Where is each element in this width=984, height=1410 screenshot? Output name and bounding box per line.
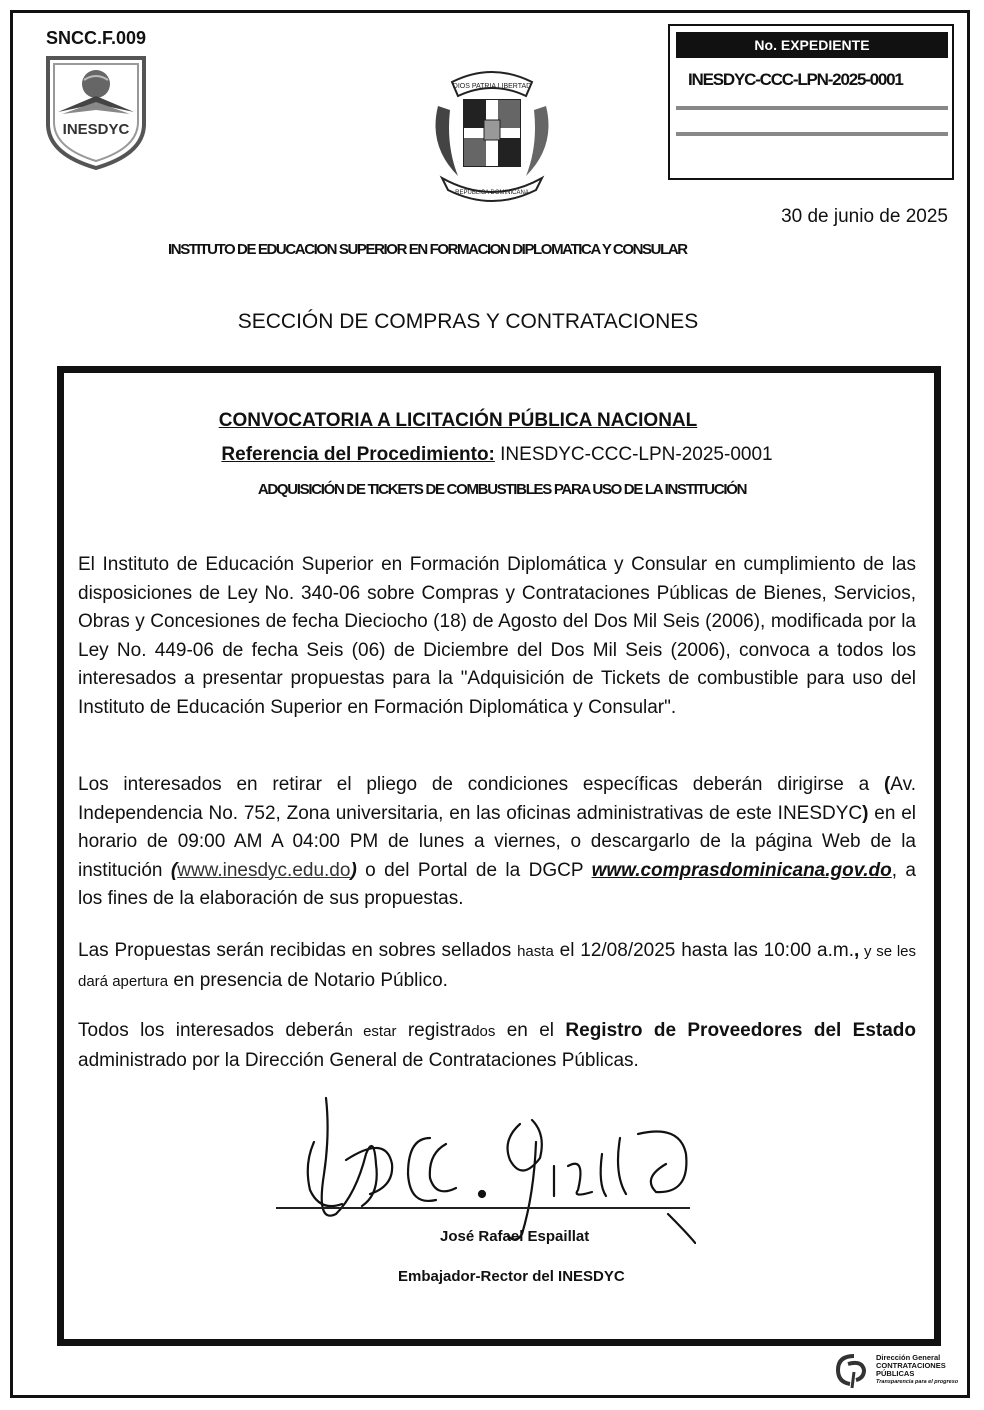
institution-name: INSTITUTO DE EDUCACION SUPERIOR EN FORMACION DIPLOMATICA Y CONSULAR [168, 241, 687, 258]
paragraph-conditions [78, 771, 916, 914]
expediente-label: No. EXPEDIENTE [676, 32, 948, 58]
text-segment: en presencia de Notario Público. [168, 969, 448, 991]
text-segment: o del Portal de la DGCP [356, 859, 592, 881]
signatory-name: José Rafael Espaillat [440, 1228, 590, 1245]
reference-label: Referencia del Procedimiento: [221, 444, 495, 465]
text-segment: dos [471, 1023, 496, 1040]
dgcp-logo [832, 1350, 962, 1390]
inesdyc-logo-text: INESDYC [62, 121, 130, 138]
section-name: SECCIÓN DE COMPRAS Y CONTRATACIONES [237, 310, 699, 333]
text-segment: estar [363, 1023, 397, 1040]
signature-line [276, 1207, 690, 1209]
dgcp-text-line: Transparencia para el progreso [876, 1379, 959, 1385]
text-segment: Av. Independencia No. 752, Zona universitaria, en las oficinas administrativas de este INESDYC [78, 774, 916, 824]
handwritten-signature [296, 1094, 696, 1244]
paragraph-intro: El Instituto de Educación Superior en Formación Diplomática y Consular en cumplimiento de las disposiciones de Ley No. 340-06 sobre Compras y Contrataciones Públicas de Bienes, Servicios, Obras y Concesiones de fecha Dieciocho (18) de Agosto del Dos Mil Seis (2006), modificada por la Ley No. 449-06 de fecha Seis (06) de Diciembre del Dos Mil Seis (2006), convoca a todos los interesados a presentar propuestas para la "Adquisición de Tickets de combustible para uso del Instituto de Educación Superior en Formación Diplomática y Consular". [78, 554, 916, 718]
text-segment: hasta [517, 943, 554, 960]
form-code: SNCC.F.009 [46, 28, 147, 48]
text-segment: , [854, 940, 860, 961]
text-segment: ( [883, 774, 891, 795]
text-segment: Los interesados en retirar el pliego de condiciones específicas deberán dirigirse a [78, 774, 884, 795]
text-segment: Las Propuestas serán recibidas en sobres sellados [78, 940, 518, 961]
registry-name: Registro de Proveedores del Estado [565, 1020, 917, 1041]
coat-of-arms-banner: REPÚBLICA DOMINICANA [455, 190, 529, 196]
dgcp-text-line: CONTRATACIONES [876, 1361, 946, 1370]
expediente-divider [676, 132, 948, 136]
text-segment: el 12/08/2025 hasta las 10:00 a.m. [553, 940, 854, 961]
text-segment: , a los fines de la elaboración de sus propuestas. [78, 859, 916, 910]
dgcp-text [876, 1354, 958, 1386]
portal-link[interactable]: www.comprasdominicana.gov.do [591, 859, 892, 881]
text-segment: y se les dará apertura [78, 943, 916, 990]
text-segment: n [344, 1023, 364, 1040]
dgcp-text-line: Dirección General [876, 1353, 941, 1362]
dgcp-logo-icon [832, 1350, 872, 1390]
text-segment: en el horario de 09:00 AM A 04:00 PM de lunes a viernes, o descargarlo de la página Web de la institución [78, 802, 916, 881]
text-segment: ) [350, 859, 357, 881]
reference-value: INESDYC-CCC-LPN-2025-0001 [494, 444, 773, 465]
inesdyc-logo [44, 54, 148, 170]
expediente-box [668, 24, 954, 180]
coat-of-arms-motto: DIOS PATRIA LIBERTAD [452, 83, 532, 90]
expediente-divider [676, 106, 948, 110]
text-segment: registra [396, 1020, 472, 1041]
text-segment: ( [170, 859, 178, 881]
paragraph-registration [78, 1017, 916, 1075]
subject-line: ADQUISICIÓN DE TICKETS DE COMBUSTIBLES PARA USO DE LA INSTITUCIÓN [257, 481, 747, 498]
text-segment: Todos los interesados deberá [78, 1020, 345, 1041]
dgcp-text-line: PÚBLICAS [876, 1369, 915, 1378]
signatory-title: Embajador-Rector del INESDYC [398, 1268, 625, 1285]
text-segment: administrado por la Dirección General de Contrataciones Públicas. [78, 1049, 639, 1071]
paragraph-reception [78, 937, 916, 996]
expediente-number: INESDYC-CCC-LPN-2025-0001 [688, 70, 903, 89]
document-date: 30 de junio de 2025 [781, 206, 948, 227]
text-segment: en el [495, 1020, 566, 1041]
reference-line [0, 444, 984, 466]
notice-title: CONVOCATORIA A LICITACIÓN PÚBLICA NACIONAL [218, 410, 698, 431]
website-link[interactable]: www.inesdyc.edu.do [177, 859, 351, 881]
text-segment: ) [862, 802, 869, 824]
coat-of-arms-icon [428, 66, 556, 206]
